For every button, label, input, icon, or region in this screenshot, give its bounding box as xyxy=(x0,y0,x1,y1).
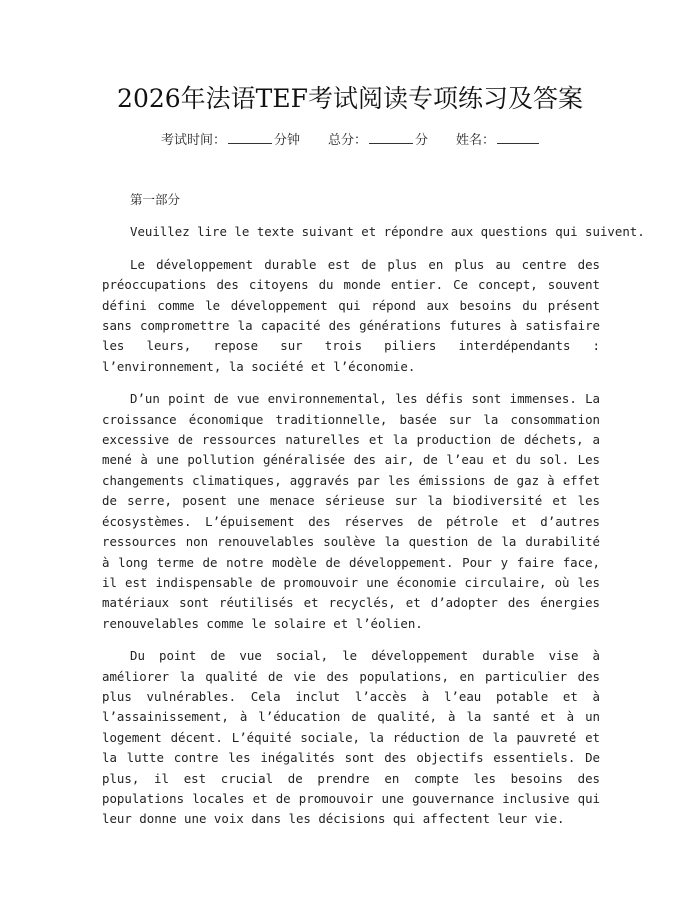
section-title: 第一部分 xyxy=(130,192,181,207)
paragraph: Le développement durable est de plus en plus au centre des préoccupations des citoyens du monde entier. Ce concept, souvent défini comme le développement qui répond aux besoins du présent sans compromettre la capacité des générations futures à satisfaire les leurs, repose sur trois piliers interdépendants : l’environnement, la société et l’économie. xyxy=(102,256,600,374)
exam-time-blank xyxy=(228,130,272,144)
name-blank xyxy=(497,130,539,144)
total-score-unit: 分 xyxy=(415,133,429,148)
paragraph: Du point de vue social, le développement durable vise à améliorer la qualité de vie des populations, en particulier des plus vulnérables. Cela inclut l’accès à l’eau potable et à l’assainissement, à l’éducation de qualité, à la santé et à un logement décent. L’équité sociale, la réduction de la pauvreté et la lutte contre les inégalités sont des objectifs essentiels. De plus, il est crucial de prendre en compte les besoins des populations locales et de promouvoir une gouvernance inclusive qui leur donne une voix dans les décisions qui affectent leur vie. xyxy=(102,648,600,827)
exam-time-label: 考试时间： xyxy=(160,133,226,148)
document-body xyxy=(102,190,645,842)
paragraph: D’un point de vue environnemental, les défis sont immenses. La croissance économique traditionnelle, basée sur la consommation excessive de ressources naturelles et la production de déchets, a mené à une pollution généralisée des air, de l’eau et du sol. Les changements climatiques, aggravés par les émissions de gaz à effet de serre, posent une menace sérieuse sur la biodiversité et les écosystèmes. L’épuisement des réserves de pétrole et d’autres ressources non renouvelables soulève la question de la durabilité à long terme de notre modèle de développement. Pour y faire face, il est indispensable de promouvoir une économie circulaire, où les matériaux sont réutilisés et recyclés, et d’adopter des énergies renouvelables comme le solaire et l’éolien. xyxy=(102,391,600,631)
total-score-label: 总分： xyxy=(327,133,367,148)
total-score-field xyxy=(328,130,428,151)
name-field xyxy=(456,130,539,151)
exam-time-field xyxy=(161,130,300,151)
exam-info-line xyxy=(0,130,700,151)
instruction-text: Veuillez lire le texte suivant et répondre aux questions qui suivent. xyxy=(130,224,645,240)
exam-time-unit: 分钟 xyxy=(273,133,300,148)
total-score-blank xyxy=(369,130,413,144)
name-label: 姓名： xyxy=(456,133,496,148)
page-title: 2026年法语TEF考试阅读专项练习及答案 xyxy=(117,84,583,113)
